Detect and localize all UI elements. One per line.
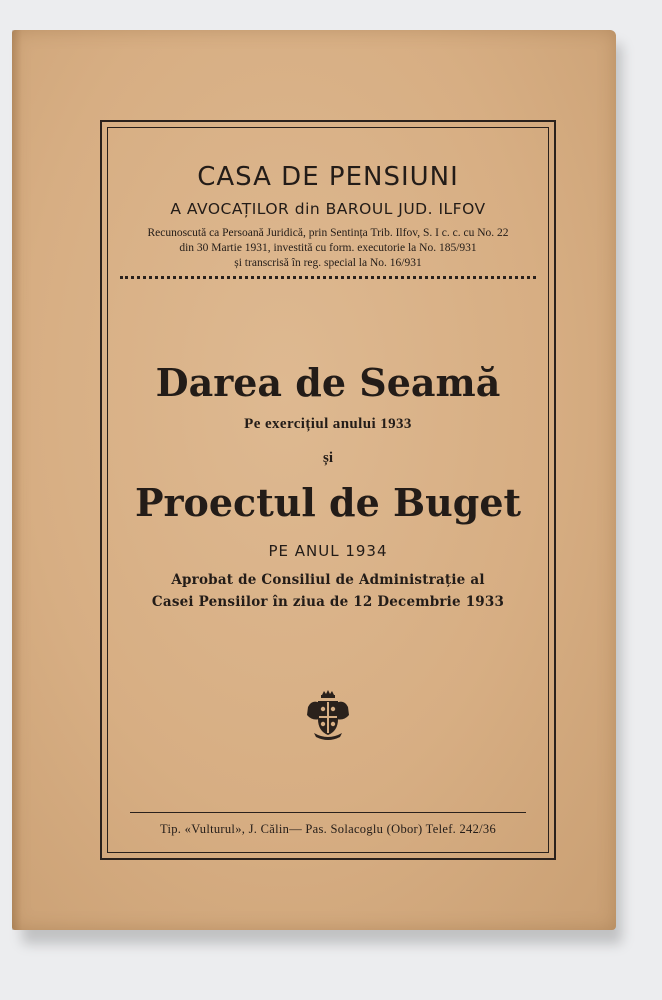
budget-title: Proectul de Buget xyxy=(134,480,522,525)
conjunction-text: și xyxy=(322,450,333,466)
institution-subtitle: A AVOCAȚILOR din BAROUL JUD. ILFOV xyxy=(170,200,486,218)
dotted-divider xyxy=(120,276,536,279)
approval-line-1: Aprobat de Consiliul de Administrație al xyxy=(171,572,485,588)
approval-line-2: Casei Pensiilor în ziua de 12 Decembrie 1933 xyxy=(151,594,505,610)
footer-rule xyxy=(130,812,526,813)
coat-of-arms-icon xyxy=(304,689,352,741)
institution-title: CASA DE PENSIUNI xyxy=(197,162,459,192)
booklet-cover xyxy=(12,30,616,930)
legal-line-2: din 30 Martie 1931, investită cu form. executorie la No. 185/931 xyxy=(179,242,477,254)
legal-line-3: și transcrisă în reg. special la No. 16/931 xyxy=(234,257,422,269)
budget-year: PE ANUL 1934 xyxy=(268,542,388,560)
legal-line-1: Recunoscută ca Persoană Juridică, prin Sentința Trib. Ilfov, S. I c. c. cu No. 22 xyxy=(147,227,509,239)
main-subtitle-year: Pe exercițiul anului 1933 xyxy=(244,416,412,432)
booklet-spine xyxy=(12,30,22,930)
cover-frame xyxy=(100,120,556,860)
printer-imprint: Tip. «Vulturul», J. Călin— Pas. Solacoglu (Obor) Telef. 242/36 xyxy=(159,822,497,836)
main-title: Darea de Seamă xyxy=(155,360,501,405)
